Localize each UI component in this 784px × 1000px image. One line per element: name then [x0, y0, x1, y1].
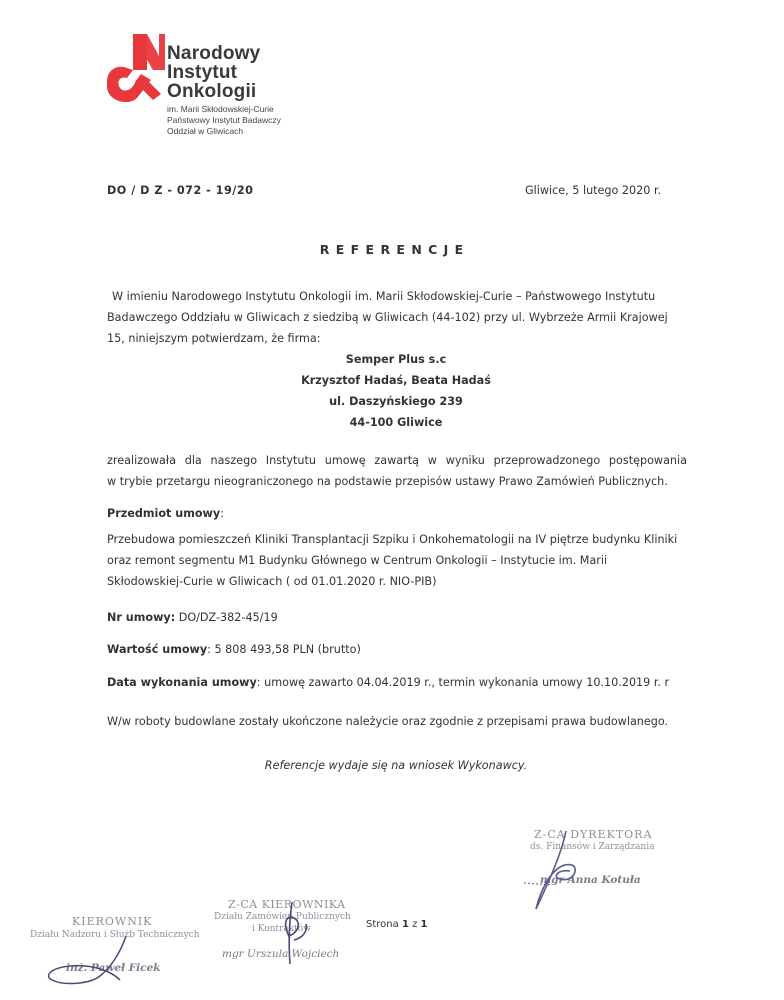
contract-value-amount: : 5 808 493,58 PLN (brutto) [207, 643, 361, 656]
intro-line-2: Badawczego Oddziału w Gliwicach z siedzibą w Gliwicach (44-102) przy ul. Wybrzeże Armii Krajowej [107, 311, 668, 324]
signature-right [522, 825, 592, 915]
subject-line-2: oraz remont segmentu M1 Budynku Głównego w Centrum Onkologii – Instytucie im. Marii [107, 554, 608, 567]
signature-middle [272, 898, 322, 968]
page-indicator [366, 919, 427, 930]
place-date: Gliwice, 5 lutego 2020 r. [525, 184, 662, 197]
subject-line-1: Przebudowa pomieszczeń Kliniki Transplantacji Szpiku i Onkohematologii na IV piętrze budynku Kliniki [107, 533, 678, 546]
contract-number-value: DO/DZ-382-45/19 [175, 611, 278, 624]
closing-statement: W/w roboty budowlane zostały ukończone należycie oraz zgodnie z przepisami prawa budowlanego. [107, 715, 669, 728]
document-title: R E F E R E N C J E [319, 242, 465, 257]
nio-logo-mark [103, 30, 165, 102]
subject-heading [107, 503, 224, 524]
contract-value-label: Wartość umowy [107, 643, 208, 656]
stamp-left-dept: Działu Nadzoru i Służb Technicznych [30, 930, 200, 940]
company-owners: Krzysztof Hadaś, Beata Hadaś [301, 374, 491, 387]
logo-line-2: Instytut [167, 62, 238, 83]
company-name: Semper Plus s.c [345, 353, 447, 366]
page-mid: z [408, 919, 421, 930]
stamp-right-dept: ds. Finansów i Zarządzania [530, 842, 655, 852]
stamp-left-title: KIEROWNIK [72, 915, 153, 928]
contract-dates [107, 672, 669, 693]
subject-colon: : [220, 507, 224, 520]
logo-line-1: Narodowy [167, 43, 261, 64]
stamp-right-title: Z-CA DYREKTORA [534, 828, 653, 841]
subject-label: Przedmiot umowy [107, 507, 221, 520]
logo-sub-3: Oddział w Gliwicach [167, 126, 244, 136]
realization-line-2: w trybie przetargu nieograniczonego na podstawie przepisów ustawy Prawo Zamówień Publicznych. [107, 475, 668, 488]
stamp-mid-name: mgr Urszula Wojciech [222, 948, 340, 960]
issued-note: Referencje wydaje się na wniosek Wykonawcy. [264, 759, 528, 772]
signature-left [40, 930, 150, 990]
logo-line-3: Onkologii [167, 81, 257, 102]
logo-sub-2: Państwowy Instytut Badawczy [167, 115, 281, 125]
logo-sub-1: im. Marii Skłodowskiej-Curie [167, 104, 274, 114]
contract-value [107, 639, 361, 660]
stamp-right-name: mgr Anna Kotuła [540, 874, 641, 886]
contract-dates-label: Data wykonania umowy [107, 676, 257, 689]
page-prefix: Strona [366, 919, 402, 930]
contract-dates-value: : umowę zawarto 04.04.2019 r., termin wykonania umowy 10.10.2019 r. r [256, 676, 670, 689]
reference-number: DO / D Z - 072 - 19/20 [107, 184, 254, 197]
stamp-left-name: inż. Paweł Ficek [66, 962, 161, 974]
stamp-mid-title: Z-CA KIEROWNIKA [228, 898, 346, 911]
page-total: 1 [420, 919, 428, 930]
intro-line-3: 15, niniejszym potwierdzam, że firma: [107, 332, 321, 345]
page-current: 1 [401, 919, 409, 930]
intro-line-1: W imieniu Narodowego Instytutu Onkologii im. Marii Skłodowskiej-Curie – Państwowego Instytutu [112, 290, 656, 303]
stamp-mid-dept-1: Działu Zamówień Publicznych [214, 912, 351, 922]
subject-line-3: Skłodowskiej-Curie w Gliwicach ( od 01.01.2020 r. NIO-PIB) [107, 575, 437, 588]
company-street: ul. Daszyńskiego 239 [329, 395, 463, 408]
company-city: 44-100 Gliwice [349, 416, 443, 429]
stamp-mid-dept-2: i Kontraktów [252, 924, 311, 934]
realization-line-1: zrealizowała dla naszego Instytutu umowę zawartą w wyniku przeprowadzonego postępowania [107, 454, 687, 467]
contract-number [107, 607, 278, 628]
contract-number-label: Nr umowy: [107, 611, 176, 624]
